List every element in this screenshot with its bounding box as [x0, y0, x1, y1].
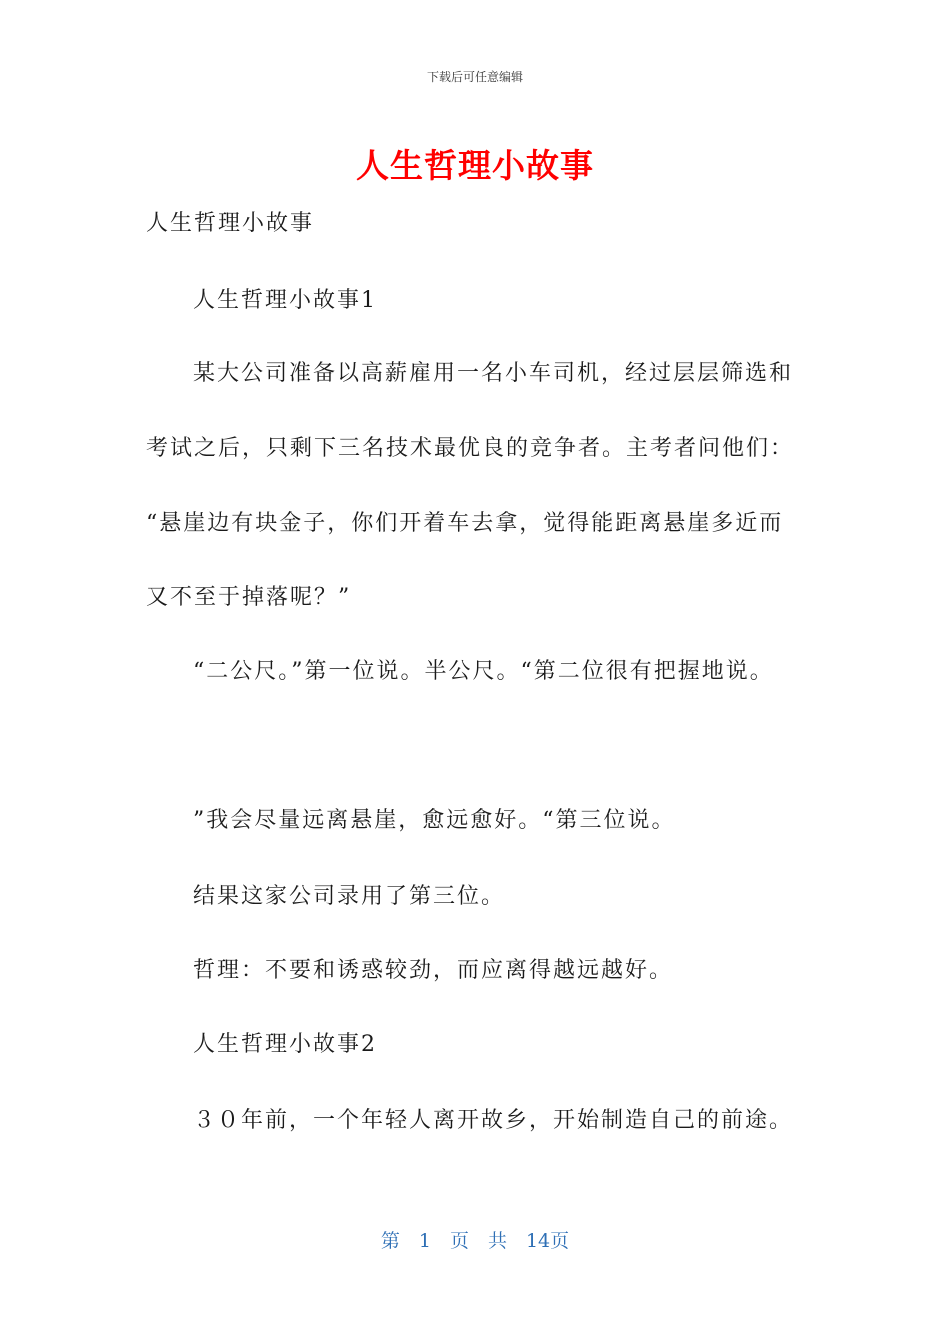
document-title: 人生哲理小故事 — [356, 146, 594, 185]
page-number-footer: 第 1 页 共 14页 — [380, 1230, 570, 1252]
story-heading-1: 人生哲理小故事1 — [193, 288, 377, 313]
paragraph-line: ３０年前，一个年轻人离开故乡，开始制造自己的前途。 — [193, 1108, 794, 1133]
paragraph-line: 考试之后，只剩下三名技术最优良的竞争者。主考者问他们： — [146, 436, 795, 461]
paragraph-line: 又不至于掉落呢？” — [146, 585, 352, 610]
subtitle-line: 人生哲理小故事 — [146, 211, 315, 236]
paragraph-line: ”我会尽量远离悬崖，愈远愈好。“第三位说。 — [193, 808, 676, 833]
paragraph-line: 结果这家公司录用了第三位。 — [193, 884, 506, 909]
paragraph-line: “悬崖边有块金子，你们开着车去拿，觉得能距离悬崖多近而 — [146, 511, 784, 536]
header-note: 下载后可任意编辑 — [426, 70, 523, 84]
paragraph-line: 哲理：不要和诱惑较劲，而应离得越远越好。 — [193, 958, 674, 983]
story-heading-2: 人生哲理小故事2 — [193, 1032, 377, 1057]
paragraph-line: 某大公司准备以高薪雇用一名小车司机，经过层层筛选和 — [193, 361, 794, 386]
paragraph-line: “二公尺。”第一位说。半公尺。“第二位很有把握地说。 — [193, 659, 774, 684]
